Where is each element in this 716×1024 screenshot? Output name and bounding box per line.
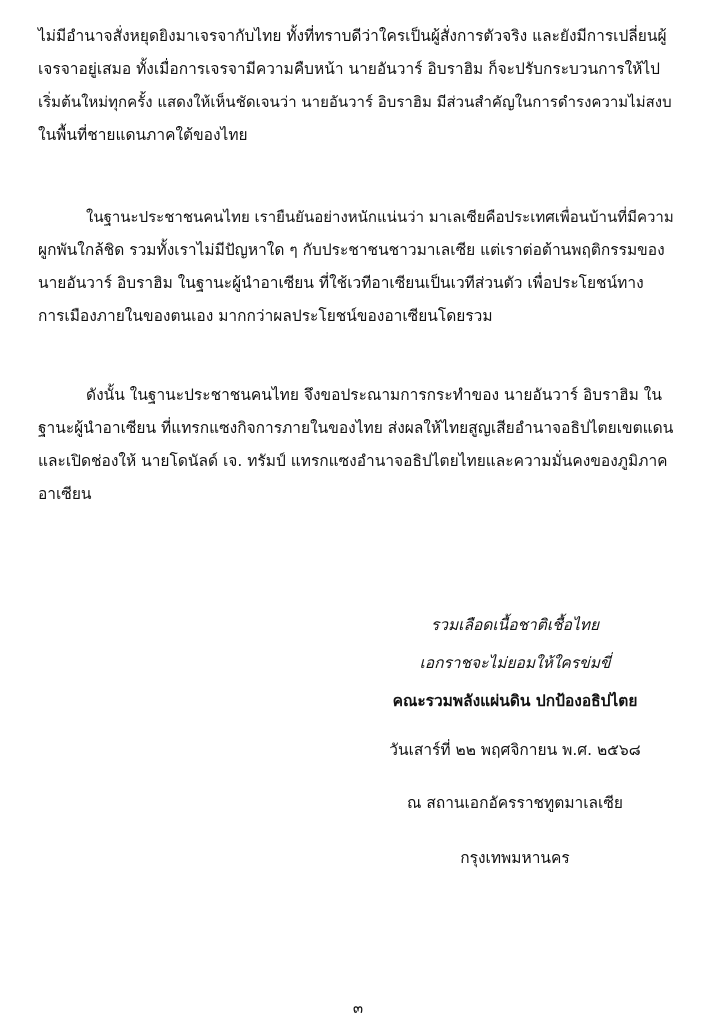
motto-line-2: เอกราชจะไม่ยอมให้ใครข่มขี่ — [419, 654, 611, 672]
paragraph-line: ในพื้นที่ชายแดนภาคใต้ของไทย — [38, 126, 248, 144]
body-paragraph-2 — [38, 201, 678, 333]
paragraph-line: อาเซียน — [38, 485, 92, 503]
organization-name: คณะรวมพลังแผ่นดิน ปกป้องอธิปไตย — [392, 692, 638, 710]
paragraph-line: นายอันวาร์ อิบราฮิม ในฐานะผู้นำอาเซียน ที่ใช้เวทีอาเซียนเป็นเวทีส่วนตัว เพื่อประโยชน์ทาง — [38, 274, 644, 292]
paragraph-line: และเปิดช่องให้ นายโดนัลด์ เจ. ทรัมป์ แทรกแซงอำนาจอธิปไตยไทยและความมั่นคงของภูมิภาค — [38, 452, 668, 470]
signature-date: วันเสาร์ที่ ๒๒ พฤศจิกายน พ.ศ. ๒๕๖๘ — [389, 741, 641, 759]
body-paragraph-3 — [38, 379, 678, 511]
paragraph-line: ฐานะผู้นำอาเซียน ที่แทรกแซงกิจการภายในของไทย ส่งผลให้ไทยสูญเสียอำนาจอธิปไตยเขตแดน — [38, 419, 674, 437]
signature-place: ณ สถานเอกอัครราชทูตมาเลเซีย — [407, 794, 623, 812]
page-number: ๓ — [352, 999, 364, 1017]
paragraph-line: เริ่มต้นใหม่ทุกครั้ง แสดงให้เห็นชัดเจนว่า นายอันวาร์ อิบราฮิม มีส่วนสำคัญในการดำรงความไม่สงบ — [38, 93, 672, 111]
paragraph-line: ดังนั้น ในฐานะประชาชนคนไทย จึงขอประณามการกระทำของ นายอันวาร์ อิบราฮิม ใน — [86, 386, 662, 404]
paragraph-line: ไม่มีอำนาจสั่งหยุดยิงมาเจรจากับไทย ทั้งที่ทราบดีว่าใครเป็นผู้สั่งการตัวจริง และยังมีการเปลี่ยนผู้ — [38, 27, 667, 45]
motto-line-1: รวมเลือดเนื้อชาติเชื้อไทย — [430, 616, 600, 634]
paragraph-line: เจรจาอยู่เสมอ ทั้งเมื่อการเจรจามีความคืบหน้า นายอันวาร์ อิบราฮิม ก็จะปรับกระบวนการให้ไป — [38, 60, 660, 78]
body-paragraph-1 — [38, 20, 678, 152]
paragraph-line: ผูกพันใกล้ชิด รวมทั้งเราไม่มีปัญหาใด ๆ กับประชาชนชาวมาเลเซีย แต่เราต่อต้านพฤติกรรมของ — [38, 241, 665, 259]
signature-city: กรุงเทพมหานคร — [460, 849, 570, 867]
paragraph-line: ในฐานะประชาชนคนไทย เรายืนยันอย่างหนักแน่นว่า มาเลเซียคือประเทศเพื่อนบ้านที่มีความ — [86, 208, 674, 226]
paragraph-line: การเมืองภายในของตนเอง มากกว่าผลประโยชน์ของอาเซียนโดยรวม — [38, 307, 493, 325]
